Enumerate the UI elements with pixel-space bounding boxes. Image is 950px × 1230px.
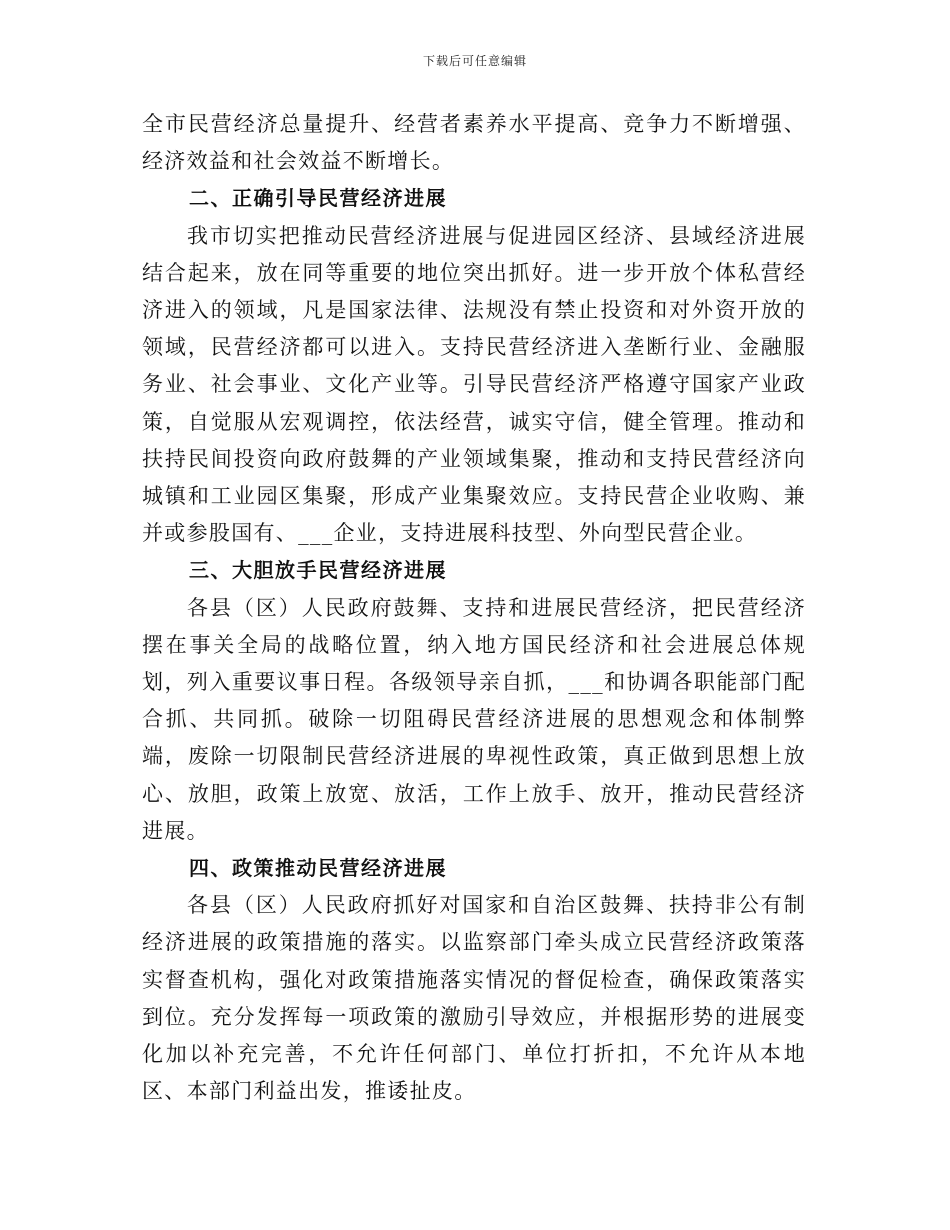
section-heading-3: 三、大胆放手民营经济进展	[189, 558, 447, 583]
paragraph-continued: 全市民营经济总量提升、经营者素养水平提高、竞争力不断增强、经济效益和社会效益不断增长。	[142, 112, 806, 174]
paragraph-section-2: 我市切实把推动民营经济进展与促进园区经济、县域经济进展结合起来，放在同等重要的地位突出抓好。进一步开放个体私营经济进入的领域，凡是国家法律、法规没有禁止投资和对外资开放的领域，民营经济都可以进入。支持民营经济进入垄断行业、金融服务业、社会事业、文化产业等。引导民营经济严格遵守国家产业政策，自觉服从宏观调控，依法经营，诚实守信，健全管理。推动和扶持民间投资向政府鼓舞的产业领域集聚，推动和支持民营经济向城镇和工业园区集聚，形成产业集聚效应。支持民营企业收购、兼并或参股国有、___企业，支持进展科技型、外向型民营企业。	[142, 223, 806, 546]
section-heading-2: 二、正确引导民营经济进展	[189, 186, 447, 211]
section-heading-4: 四、政策推动民营经济进展	[189, 856, 447, 881]
header-note: 下载后可任意编辑	[422, 54, 527, 68]
paragraph-section-4: 各县（区）人民政府抓好对国家和自治区鼓舞、扶持非公有制经济进展的政策措施的落实。以监察部门牵头成立民营经济政策落实督查机构，强化对政策措施落实情况的督促检查，确保政策落实到位。充分发挥每一项政策的激励引导效应，并根据形势的进展变化加以补充完善，不允许任何部门、单位打折扣，不允许从本地区、本部门利益出发，推诿扯皮。	[142, 893, 806, 1104]
paragraph-section-3: 各县（区）人民政府鼓舞、支持和进展民营经济，把民营经济摆在事关全局的战略位置，纳入地方国民经济和社会进展总体规划，列入重要议事日程。各级领导亲自抓，___和协调各职能部门配合抓、共同抓。破除一切阻碍民营经济进展的思想观念和体制弊端，废除一切限制民营经济进展的卑视性政策，真正做到思想上放心、放胆，政策上放宽、放活，工作上放手、放开，推动民营经济进展。	[142, 595, 806, 843]
document-body	[142, 106, 806, 1110]
